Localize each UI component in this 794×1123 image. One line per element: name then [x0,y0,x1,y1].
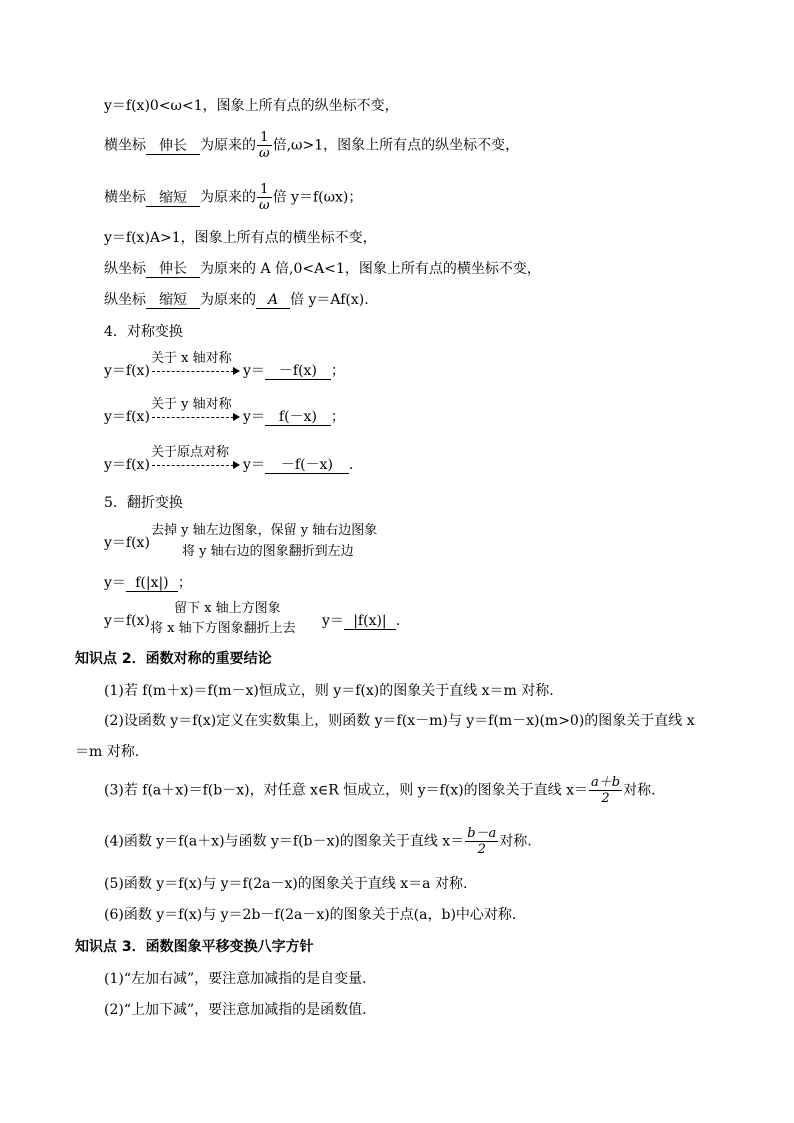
section-heading-flip: 5．翻折变换 [104,495,183,511]
result-prefix: y＝ [243,457,265,473]
symmetry-row-1-left: y＝f(x) [104,363,150,379]
flip-row-2-left: y＝f(x) [104,613,150,629]
blank-answer: |f(x)| [344,613,396,630]
blank-answer: －f(x) [265,363,331,380]
fraction [257,182,272,213]
text: 为原来的 [200,292,256,308]
blank-answer: f(－x) [265,409,331,426]
end: ； [330,409,345,425]
heading-kp3: 知识点 3．函数图象平移变换八字方针 [75,939,314,955]
text: 倍 y＝Af(x). [290,292,369,308]
kp2-item-3 [104,775,656,806]
arrow-line [152,465,234,466]
flip-row-1-top-label: 去掉 y 轴左边图象，保留 y 轴右边图象 [151,523,378,538]
end: ； [330,363,345,379]
heading-kp2: 知识点 2．函数对称的重要结论 [75,651,272,667]
arrow-line [152,417,234,418]
arrow-head-icon [233,367,240,375]
blank-answer: A [256,292,290,309]
text: (3)若 f(a＋x)＝f(b－x)，对任意 x∈R 恒成立，则 y＝f(x)的图象关于直线 x＝ [104,782,588,799]
label: 横坐标 [104,189,146,206]
text: 倍,ω>1，图象上所有点的纵坐标不变， [272,137,520,154]
blank-answer: 缩短 [146,292,200,309]
kp2-item-4 [104,826,532,857]
arrow-head-icon [233,413,240,421]
symmetry-row-3-left: y＝f(x) [104,457,150,473]
arrow-line [152,371,234,372]
result-prefix: y＝ [243,409,265,425]
numerator: 1 [257,182,272,198]
label: 横坐标 [104,137,146,154]
numerator: a＋b [591,775,621,790]
result-prefix: y＝ [322,613,344,629]
blank-answer: 伸长 [146,138,200,155]
text: 为原来的 [200,137,256,154]
text: 为原来的 A 倍,0<A<1，图象上所有点的横坐标不变， [200,261,541,277]
kp2-item-1: (1)若 f(m＋x)＝f(m－x)恒成立，则 y＝f(x)的图象关于直线 x＝m 对称. [104,683,554,699]
flip-row-2-top-label: 留下 x 轴上方图象 [174,601,281,616]
text: 为原来的 [200,189,256,206]
symmetry-row-1-label: 关于 x 轴对称 [151,351,232,366]
symmetry-row-3-label: 关于原点对称 [151,445,230,460]
text: 倍 y＝f(ωx)； [272,189,363,206]
result-prefix: y＝ [104,575,126,591]
text: 对称. [499,833,532,850]
symmetry-row-2-left: y＝f(x) [104,409,150,425]
numerator: 1 [257,130,272,146]
fraction [257,130,272,161]
denominator: 2 [601,791,610,806]
flip-row-1-result [104,573,192,593]
blank-answer: f(|x|) [126,575,178,592]
kp3-item-1: (1)“左加右减”，要注意加减指的是自变量. [104,971,367,987]
fraction [465,826,498,857]
denominator: 2 [477,842,486,857]
flip-row-1-bottom-label: 将 y 轴右边的图象翻折到左边 [182,544,354,559]
section-heading-symmetry: 4．对称变换 [104,324,183,340]
kp2-item-5: (5)函数 y＝f(x)与 y＝f(2a－x)的图象关于直线 x＝a 对称. [104,876,468,892]
end: . [395,613,401,629]
symmetry-row-1-result [243,361,345,381]
blank-answer: 缩短 [146,190,200,207]
stretch-line-3 [104,182,362,213]
end: ； [177,575,192,591]
label: 纵坐标 [104,292,146,308]
symmetry-row-3-result [243,455,353,475]
symmetry-row-2-result [243,407,345,427]
fraction [589,775,622,806]
stretch-line-5 [104,259,541,279]
stretch-line-4: y＝f(x)A>1，图象上所有点的横坐标不变， [104,230,377,246]
blank-answer: 伸长 [146,261,200,278]
text: (4)函数 y＝f(a＋x)与函数 y＝f(b－x)的图象关于直线 x＝ [104,833,465,850]
stretch-line-6 [104,290,369,310]
label: 纵坐标 [104,261,146,277]
arrow-head-icon [233,461,240,469]
kp2-item-2: (2)设函数 y＝f(x)定义在实数集上，则函数 y＝f(x－m)与 y＝f(m－x)(m>0)的图象关于直线 x [104,713,695,729]
stretch-line-1: y＝f(x)0<ω<1，图象上所有点的纵坐标不变， [104,98,399,114]
denominator: ω [259,198,270,213]
kp2-item-2-cont: ＝m 对称. [75,744,140,760]
end: . [348,457,354,473]
flip-row-2-bottom-label: 将 x 轴下方图象翻折上去 [150,621,296,636]
blank-answer: －f(－x) [265,457,349,474]
numerator: b－a [467,826,497,841]
kp2-item-6: (6)函数 y＝f(x)与 y＝2b－f(2a－x)的图象关于点(a，b)中心对称. [104,907,517,923]
flip-row-2-result [322,611,400,631]
denominator: ω [259,146,270,161]
result-prefix: y＝ [243,363,265,379]
stretch-line-2 [104,130,519,161]
symmetry-row-2-label: 关于 y 轴对称 [151,397,232,412]
kp3-item-2: (2)“上加下减”，要注意加减指的是函数值. [104,1002,367,1018]
text: 对称. [623,782,656,799]
flip-row-1-left: y＝f(x) [104,535,150,551]
